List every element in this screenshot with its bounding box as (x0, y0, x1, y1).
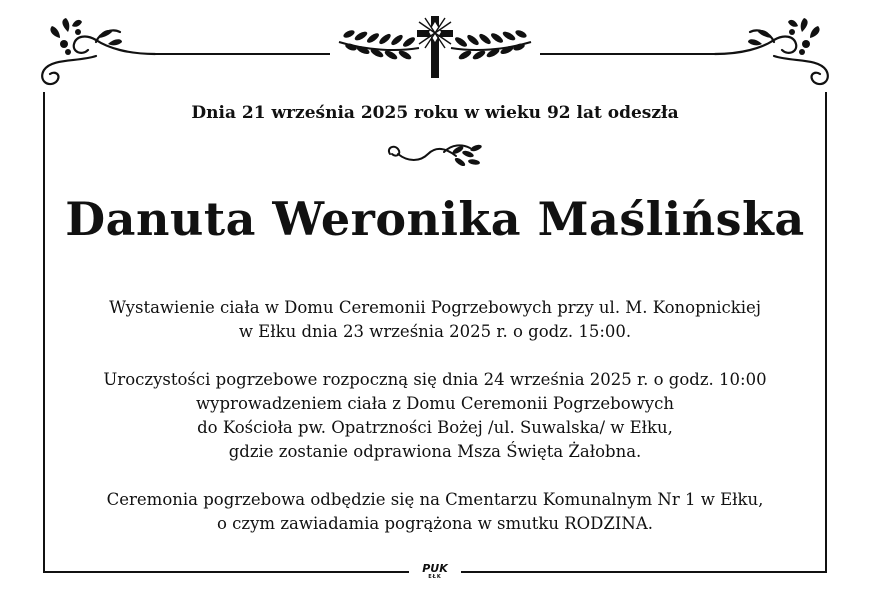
paragraph-line: w Ełku dnia 23 września 2025 r. o godz. 15:00. (238, 322, 632, 341)
frame-bottom-border-left (43, 571, 409, 573)
intro-text: Dnia 21 września 2025 roku w wieku 92 lat odeszła (191, 103, 679, 123)
paragraph-line: o czym zawiadamia pogrążona w smutku RODZINA. (217, 514, 653, 533)
paragraph-burial (0, 488, 870, 536)
paragraph-line: gdzie zostanie odprawiona Msza Święta Żałobna. (228, 442, 642, 461)
puk-logo (414, 563, 456, 580)
cross-with-laurel-icon (335, 12, 535, 80)
leaf-flourish-icon (384, 140, 486, 170)
logo-text: PUK (422, 562, 448, 575)
paragraph-line: Uroczystości pogrzebowe rozpoczną się dnia 24 września 2025 r. o godz. 10:00 (103, 370, 767, 389)
frame-top-line-right (540, 53, 715, 55)
flourish-corner-icon (38, 18, 156, 88)
logo-subtext: EŁK (428, 574, 442, 580)
paragraph-line: Wystawienie ciała w Domu Ceremonii Pogrzebowych przy ul. M. Konopnickiej (109, 298, 761, 317)
deceased-name: Danuta Weronika Maślińska (65, 192, 805, 246)
paragraph-funeral (0, 368, 870, 464)
paragraph-line: Ceremonia pogrzebowa odbędzie się na Cmentarzu Komunalnym Nr 1 w Ełku, (106, 490, 764, 509)
paragraph-line: do Kościoła pw. Opatrzności Bożej /ul. Suwalska/ w Ełku, (197, 418, 673, 437)
frame-top-line-left (155, 53, 330, 55)
paragraph-line: wyprowadzeniem ciała z Domu Ceremonii Pogrzebowych (196, 394, 674, 413)
frame-bottom-border-right (461, 571, 827, 573)
paragraph-viewing (0, 296, 870, 344)
flourish-corner-icon (714, 18, 832, 88)
